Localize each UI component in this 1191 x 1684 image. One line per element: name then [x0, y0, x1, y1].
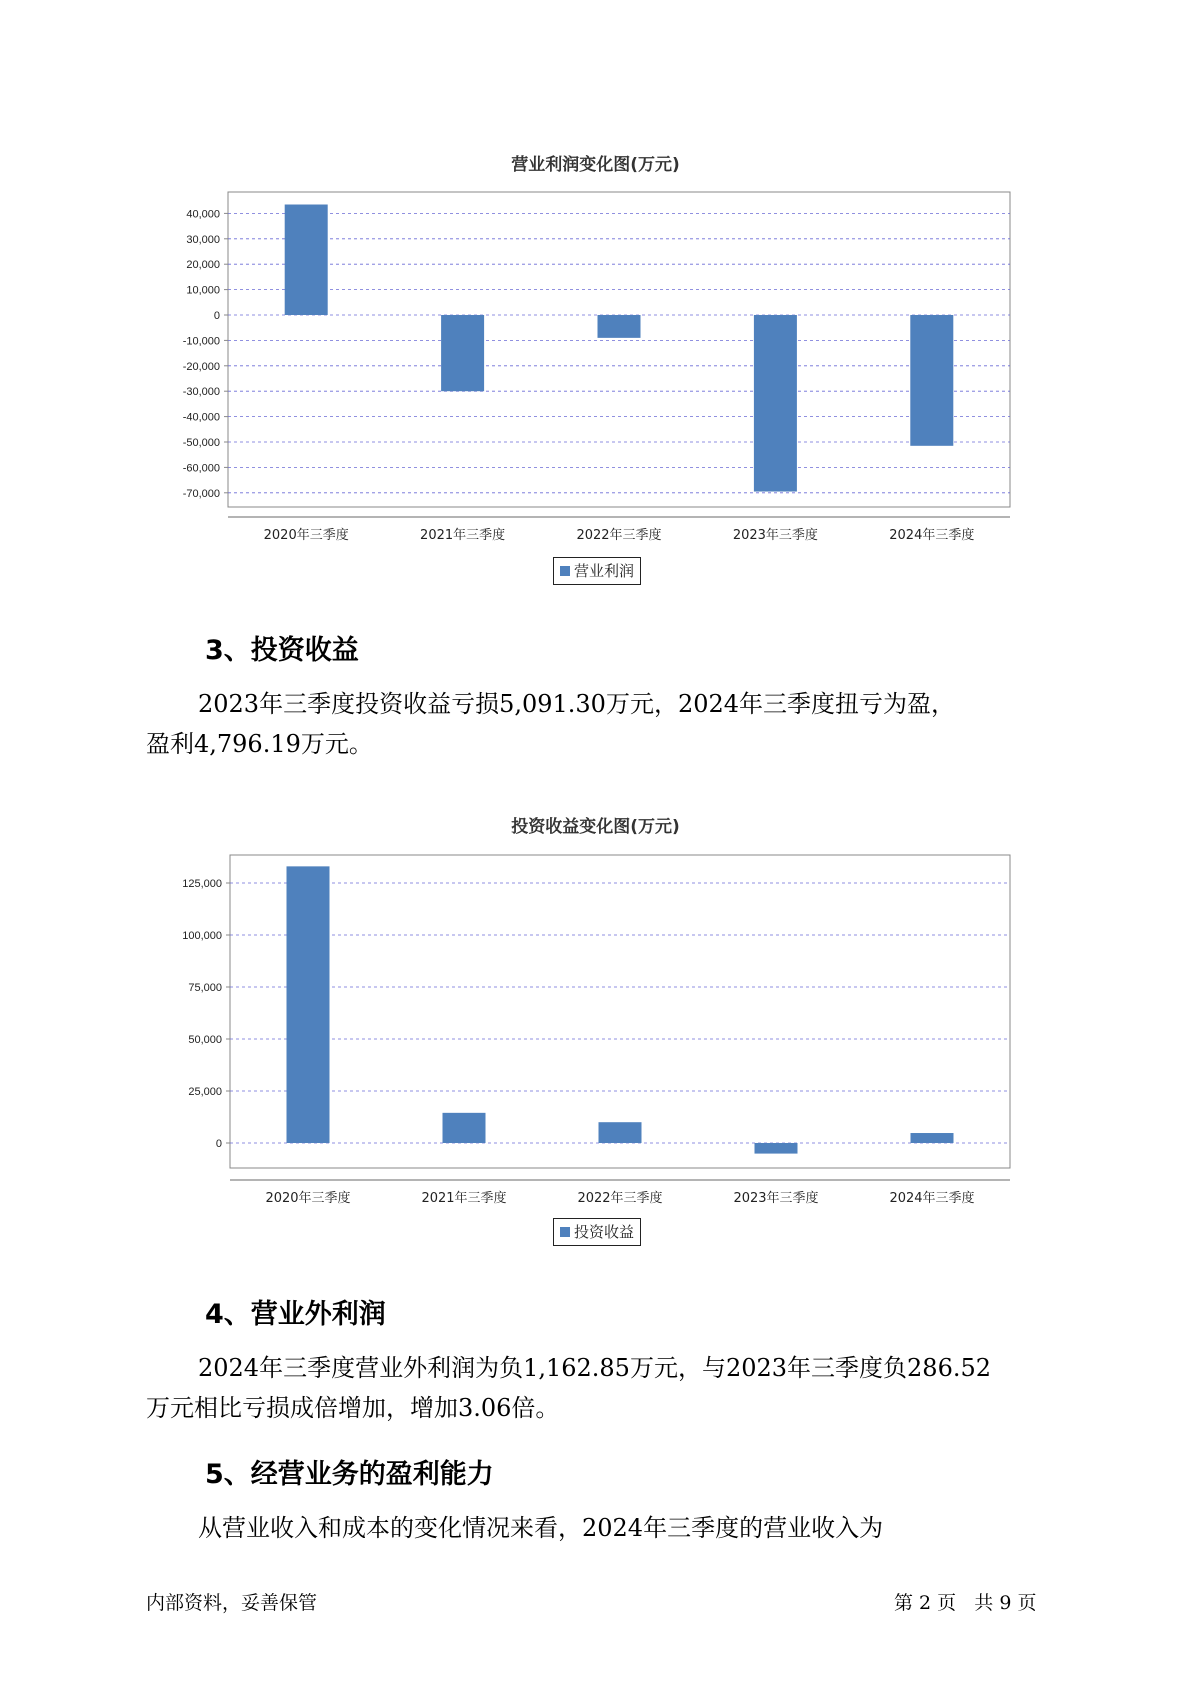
x-tick-label: 2024年三季度	[889, 528, 975, 543]
y-tick-label: 20,000	[186, 259, 220, 272]
paragraph-line: 从营业收入和成本的变化情况来看，2024年三季度的营业收入为	[198, 1514, 884, 1542]
y-tick-label: -70,000	[182, 487, 220, 500]
y-tick-label: 50,000	[188, 1034, 222, 1046]
x-tick-label: 2020年三季度	[265, 1191, 351, 1206]
legend-swatch-icon	[560, 1227, 570, 1237]
x-tick-label: 2023年三季度	[732, 528, 818, 543]
paragraph-business-profitability	[146, 1508, 1076, 1548]
y-tick-label: 0	[215, 1138, 222, 1150]
paragraph-line: 2024年三季度营业外利润为负1,162.85万元，与2023年三季度负286.52	[198, 1354, 992, 1382]
section-heading-non-operating-profit: 4、营业外利润	[205, 1299, 386, 1330]
y-tick-label: 10,000	[186, 284, 220, 297]
y-tick-label: -40,000	[182, 411, 220, 424]
paragraph-line: 2023年三季度投资收益亏损5,091.30万元，2024年三季度扭亏为盈，	[198, 690, 956, 718]
x-tick-label: 2023年三季度	[733, 1191, 819, 1206]
plot-area	[230, 855, 1010, 1168]
bar	[755, 1143, 798, 1154]
paragraph-line: 盈利4,796.19万元。	[146, 730, 373, 758]
footer-confidential-note: 内部资料，妥善保管	[146, 1592, 318, 1614]
paragraph-non-operating-profit	[146, 1348, 1076, 1428]
y-tick-label: 125,000	[182, 878, 222, 890]
x-tick-label: 2020年三季度	[263, 528, 349, 543]
legend-label: 投资收益	[574, 1223, 635, 1241]
y-tick-label: -20,000	[182, 360, 220, 373]
y-tick-label: 25,000	[188, 1086, 222, 1098]
footer-page-number: 第 2 页 共 9 页	[894, 1592, 1037, 1614]
bar	[599, 1122, 642, 1143]
y-tick-label: 40,000	[186, 208, 220, 221]
y-tick-label: -30,000	[182, 386, 220, 399]
y-tick-label: -50,000	[182, 437, 220, 449]
chart-title-investment-income: 投资收益变化图(万元)	[511, 817, 680, 837]
bar	[287, 866, 330, 1143]
section-heading-business-profitability: 5、经营业务的盈利能力	[205, 1459, 494, 1490]
y-tick-label: 0	[213, 310, 220, 322]
chart-title-operating-profit: 营业利润变化图(万元)	[511, 155, 680, 175]
x-tick-label: 2021年三季度	[420, 528, 506, 543]
bar	[911, 1133, 954, 1143]
legend-label: 营业利润	[574, 562, 635, 580]
section-heading-investment-income: 3、投资收益	[205, 635, 359, 666]
y-tick-label: 100,000	[182, 930, 222, 942]
x-tick-label: 2022年三季度	[576, 528, 662, 543]
y-tick-label: 75,000	[188, 982, 222, 994]
x-tick-label: 2024年三季度	[889, 1191, 975, 1206]
y-tick-label: -60,000	[182, 462, 220, 475]
paragraph-line: 万元相比亏损成倍增加，增加3.06倍。	[146, 1394, 560, 1422]
bar	[443, 1113, 486, 1143]
y-tick-label: -10,000	[182, 335, 220, 348]
x-tick-label: 2021年三季度	[421, 1191, 507, 1206]
x-tick-label: 2022年三季度	[577, 1191, 663, 1206]
legend-investment-income	[553, 1218, 641, 1246]
y-tick-label: 30,000	[186, 233, 220, 246]
